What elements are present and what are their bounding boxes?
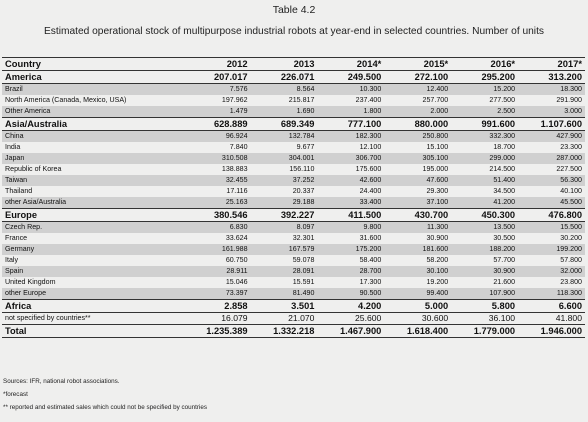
value-cell: 1.479 xyxy=(184,106,251,118)
value-cell: 11.300 xyxy=(384,222,451,234)
table-row xyxy=(2,153,585,164)
value-cell: 299.000 xyxy=(451,153,518,164)
value-cell: 29.188 xyxy=(251,197,318,209)
country-cell: North America (Canada, Mexico, USA) xyxy=(5,96,127,104)
country-cell: America xyxy=(2,71,184,84)
country-cell: Japan xyxy=(2,153,184,164)
value-cell: 31.600 xyxy=(359,234,382,242)
value-cell: 37.252 xyxy=(251,175,318,186)
header-year: 2012 xyxy=(184,58,251,71)
country-cell: not specified by countries** xyxy=(5,314,91,322)
value-cell: 23.800 xyxy=(560,278,582,286)
value-cell: 430.700 xyxy=(384,209,451,222)
table-caption: Estimated operational stock of multipurpose industrial robots at year-end in selected countries. Number of units xyxy=(43,26,544,37)
value-cell: 991.600 xyxy=(451,118,518,131)
value-cell: 156.110 xyxy=(289,165,315,173)
region-row xyxy=(2,71,585,84)
value-cell: 175.600 xyxy=(355,165,382,173)
country-cell: Spain xyxy=(2,266,184,277)
value-cell: 1.332.218 xyxy=(251,325,318,338)
value-cell: 332.300 xyxy=(451,131,518,143)
header-year: 2013 xyxy=(251,58,318,71)
table-body xyxy=(2,71,585,338)
table-row xyxy=(2,95,585,106)
value-cell: 167.579 xyxy=(251,244,318,255)
table-row xyxy=(2,186,585,197)
value-cell: 175.200 xyxy=(317,244,384,255)
value-cell: 215.817 xyxy=(288,96,315,104)
value-cell: 45.500 xyxy=(518,197,585,209)
value-cell: 59.078 xyxy=(292,256,315,264)
value-cell: 17.116 xyxy=(226,187,248,195)
country-cell: France xyxy=(5,234,28,242)
value-cell: 1.946.000 xyxy=(518,325,585,338)
value-cell: 5.800 xyxy=(451,300,518,313)
value-cell: 33.400 xyxy=(317,197,384,209)
value-cell: 2.500 xyxy=(451,106,518,118)
value-cell: 57.800 xyxy=(560,256,582,264)
value-cell: 380.546 xyxy=(184,209,251,222)
value-cell: 81.490 xyxy=(251,288,318,300)
table-row xyxy=(2,131,585,143)
region-row xyxy=(2,209,585,222)
value-cell: 305.100 xyxy=(384,153,451,164)
table-row xyxy=(2,244,585,255)
value-cell: 237.400 xyxy=(355,96,382,104)
value-cell: 28.700 xyxy=(317,266,384,277)
value-cell: 15.100 xyxy=(426,143,449,151)
value-cell: 291.900 xyxy=(556,96,582,104)
value-cell: 181.600 xyxy=(384,244,451,255)
value-cell: 1.467.900 xyxy=(317,325,384,338)
value-cell: 277.500 xyxy=(489,96,516,104)
value-cell: 689.349 xyxy=(251,118,318,131)
country-cell: Total xyxy=(2,325,184,338)
value-cell: 47.600 xyxy=(384,175,451,186)
value-cell: 227.500 xyxy=(556,165,582,173)
value-cell: 37.100 xyxy=(384,197,451,209)
table-row xyxy=(2,84,585,96)
value-cell: 272.100 xyxy=(384,71,451,84)
country-cell: other Asia/Australia xyxy=(2,197,184,209)
table-row xyxy=(2,313,585,325)
value-cell: 58.400 xyxy=(359,256,382,264)
value-cell: 29.300 xyxy=(426,187,449,195)
value-cell: 6.600 xyxy=(518,300,585,313)
country-cell: Other America xyxy=(2,106,184,118)
value-cell: 2.858 xyxy=(184,300,251,313)
value-cell: 30.100 xyxy=(384,266,451,277)
table-row xyxy=(2,233,585,244)
country-cell: Republic of Korea xyxy=(5,165,62,173)
value-cell: 15.591 xyxy=(292,278,315,286)
value-cell: 313.200 xyxy=(518,71,585,84)
value-cell: 7.576 xyxy=(184,84,251,96)
value-cell: 411.500 xyxy=(317,209,384,222)
value-cell: 30.200 xyxy=(560,234,582,242)
region-row xyxy=(2,300,585,313)
value-cell: 118.300 xyxy=(518,288,585,300)
value-cell: 287.000 xyxy=(518,153,585,164)
value-cell: 34.500 xyxy=(493,187,516,195)
value-cell: 199.200 xyxy=(518,244,585,255)
header-country: Country xyxy=(2,58,184,71)
value-cell: 188.200 xyxy=(451,244,518,255)
value-cell: 32.455 xyxy=(184,175,251,186)
value-cell: 15.046 xyxy=(225,278,248,286)
value-cell: 450.300 xyxy=(451,209,518,222)
value-cell: 304.001 xyxy=(251,153,318,164)
value-cell: 90.500 xyxy=(317,288,384,300)
value-cell: 15.500 xyxy=(518,222,585,234)
value-cell: 132.784 xyxy=(251,131,318,143)
country-cell: United Kingdom xyxy=(5,278,56,286)
value-cell: 30.600 xyxy=(421,313,449,323)
value-cell: 40.100 xyxy=(560,187,582,195)
value-cell: 13.500 xyxy=(451,222,518,234)
value-cell: 161.988 xyxy=(184,244,251,255)
value-cell: 51.400 xyxy=(451,175,518,186)
value-cell: 18.300 xyxy=(518,84,585,96)
value-cell: 99.400 xyxy=(384,288,451,300)
table-row xyxy=(2,288,585,300)
value-cell: 42.600 xyxy=(317,175,384,186)
country-cell: Africa xyxy=(2,300,184,313)
value-cell: 20.337 xyxy=(292,187,315,195)
value-cell: 17.300 xyxy=(359,278,382,286)
value-cell: 197.962 xyxy=(221,96,248,104)
value-cell: 19.200 xyxy=(426,278,449,286)
value-cell: 30.900 xyxy=(426,234,449,242)
header-year: 2015* xyxy=(384,58,451,71)
value-cell: 476.800 xyxy=(518,209,585,222)
value-cell: 30.900 xyxy=(451,266,518,277)
value-cell: 60.750 xyxy=(225,256,248,264)
value-cell: 21.600 xyxy=(493,278,516,286)
country-cell: Germany xyxy=(2,244,184,255)
value-cell: 107.900 xyxy=(451,288,518,300)
value-cell: 427.900 xyxy=(518,131,585,143)
value-cell: 56.300 xyxy=(518,175,585,186)
value-cell: 28.091 xyxy=(251,266,318,277)
value-cell: 628.889 xyxy=(184,118,251,131)
value-cell: 25.163 xyxy=(184,197,251,209)
value-cell: 257.700 xyxy=(422,96,449,104)
table-number: Table 4.2 xyxy=(272,4,316,16)
table-row xyxy=(2,197,585,209)
value-cell: 310.508 xyxy=(184,153,251,164)
value-cell: 33.624 xyxy=(225,234,248,242)
country-cell: Thailand xyxy=(5,187,33,195)
table-row xyxy=(2,222,585,234)
header-year: 2014* xyxy=(317,58,384,71)
value-cell: 58.200 xyxy=(426,256,449,264)
robot-stock-table xyxy=(2,57,585,338)
country-cell: Europe xyxy=(2,209,184,222)
value-cell: 32.301 xyxy=(292,234,315,242)
value-cell: 73.397 xyxy=(184,288,251,300)
total-row xyxy=(2,325,585,338)
value-cell: 41.200 xyxy=(451,197,518,209)
value-cell: 1.779.000 xyxy=(451,325,518,338)
forecast-note: *forecast xyxy=(3,390,28,398)
value-cell: 18.700 xyxy=(493,143,516,151)
table-row xyxy=(2,142,585,153)
value-cell: 30.500 xyxy=(493,234,516,242)
value-cell: 306.700 xyxy=(317,153,384,164)
value-cell: 32.000 xyxy=(518,266,585,277)
value-cell: 7.840 xyxy=(229,143,248,151)
value-cell: 392.227 xyxy=(251,209,318,222)
value-cell: 8.564 xyxy=(251,84,318,96)
value-cell: 3.501 xyxy=(251,300,318,313)
value-cell: 138.883 xyxy=(221,165,248,173)
country-cell: Italy xyxy=(5,256,19,264)
value-cell: 1.107.600 xyxy=(518,118,585,131)
value-cell: 9.800 xyxy=(317,222,384,234)
value-cell: 24.400 xyxy=(359,187,382,195)
value-cell: 15.200 xyxy=(451,84,518,96)
value-cell: 214.500 xyxy=(489,165,516,173)
value-cell: 36.100 xyxy=(488,313,516,323)
country-cell: Czech Rep. xyxy=(2,222,184,234)
table-row xyxy=(2,164,585,175)
value-cell: 57.700 xyxy=(493,256,516,264)
country-cell: Brazil xyxy=(2,84,184,96)
value-cell: 1.235.389 xyxy=(184,325,251,338)
value-cell: 16.079 xyxy=(221,313,248,323)
country-cell: India xyxy=(5,143,21,151)
value-cell: 25.600 xyxy=(355,313,382,323)
table-row xyxy=(2,277,585,288)
value-cell: 28.911 xyxy=(184,266,251,277)
value-cell: 250.800 xyxy=(384,131,451,143)
value-cell: 195.000 xyxy=(422,165,449,173)
value-cell: 1.690 xyxy=(251,106,318,118)
value-cell: 12.400 xyxy=(384,84,451,96)
value-cell: 1.618.400 xyxy=(384,325,451,338)
value-cell: 4.200 xyxy=(317,300,384,313)
country-cell: Taiwan xyxy=(2,175,184,186)
value-cell: 3.000 xyxy=(518,106,585,118)
country-cell: Asia/Australia xyxy=(2,118,184,131)
unspecified-note: ** reported and estimated sales which could not be specified by countries xyxy=(3,403,208,411)
region-row xyxy=(2,118,585,131)
value-cell: 96.924 xyxy=(184,131,251,143)
table-row xyxy=(2,106,585,118)
value-cell: 6.830 xyxy=(184,222,251,234)
value-cell: 10.300 xyxy=(317,84,384,96)
value-cell: 182.300 xyxy=(317,131,384,143)
table-row xyxy=(2,255,585,266)
table-row xyxy=(2,266,585,277)
country-cell: other Europe xyxy=(2,288,184,300)
value-cell: 249.500 xyxy=(317,71,384,84)
header-year: 2017* xyxy=(518,58,585,71)
footnotes xyxy=(3,376,207,414)
value-cell: 2.000 xyxy=(384,106,451,118)
value-cell: 880.000 xyxy=(384,118,451,131)
value-cell: 41.800 xyxy=(555,313,582,323)
header-year: 2016* xyxy=(451,58,518,71)
value-cell: 23.300 xyxy=(560,143,582,151)
value-cell: 207.017 xyxy=(184,71,251,84)
value-cell: 12.100 xyxy=(359,143,382,151)
value-cell: 777.100 xyxy=(317,118,384,131)
table-container xyxy=(2,57,585,338)
value-cell: 5.000 xyxy=(384,300,451,313)
country-cell: China xyxy=(2,131,184,143)
source-note: Sources: IFR, national robot associations. xyxy=(3,378,120,385)
table-row xyxy=(2,175,585,186)
value-cell: 21.070 xyxy=(288,313,315,323)
value-cell: 8.097 xyxy=(251,222,318,234)
value-cell: 9.677 xyxy=(296,143,315,151)
value-cell: 1.800 xyxy=(317,106,384,118)
header-row xyxy=(2,58,585,71)
value-cell: 226.071 xyxy=(251,71,318,84)
value-cell: 295.200 xyxy=(451,71,518,84)
